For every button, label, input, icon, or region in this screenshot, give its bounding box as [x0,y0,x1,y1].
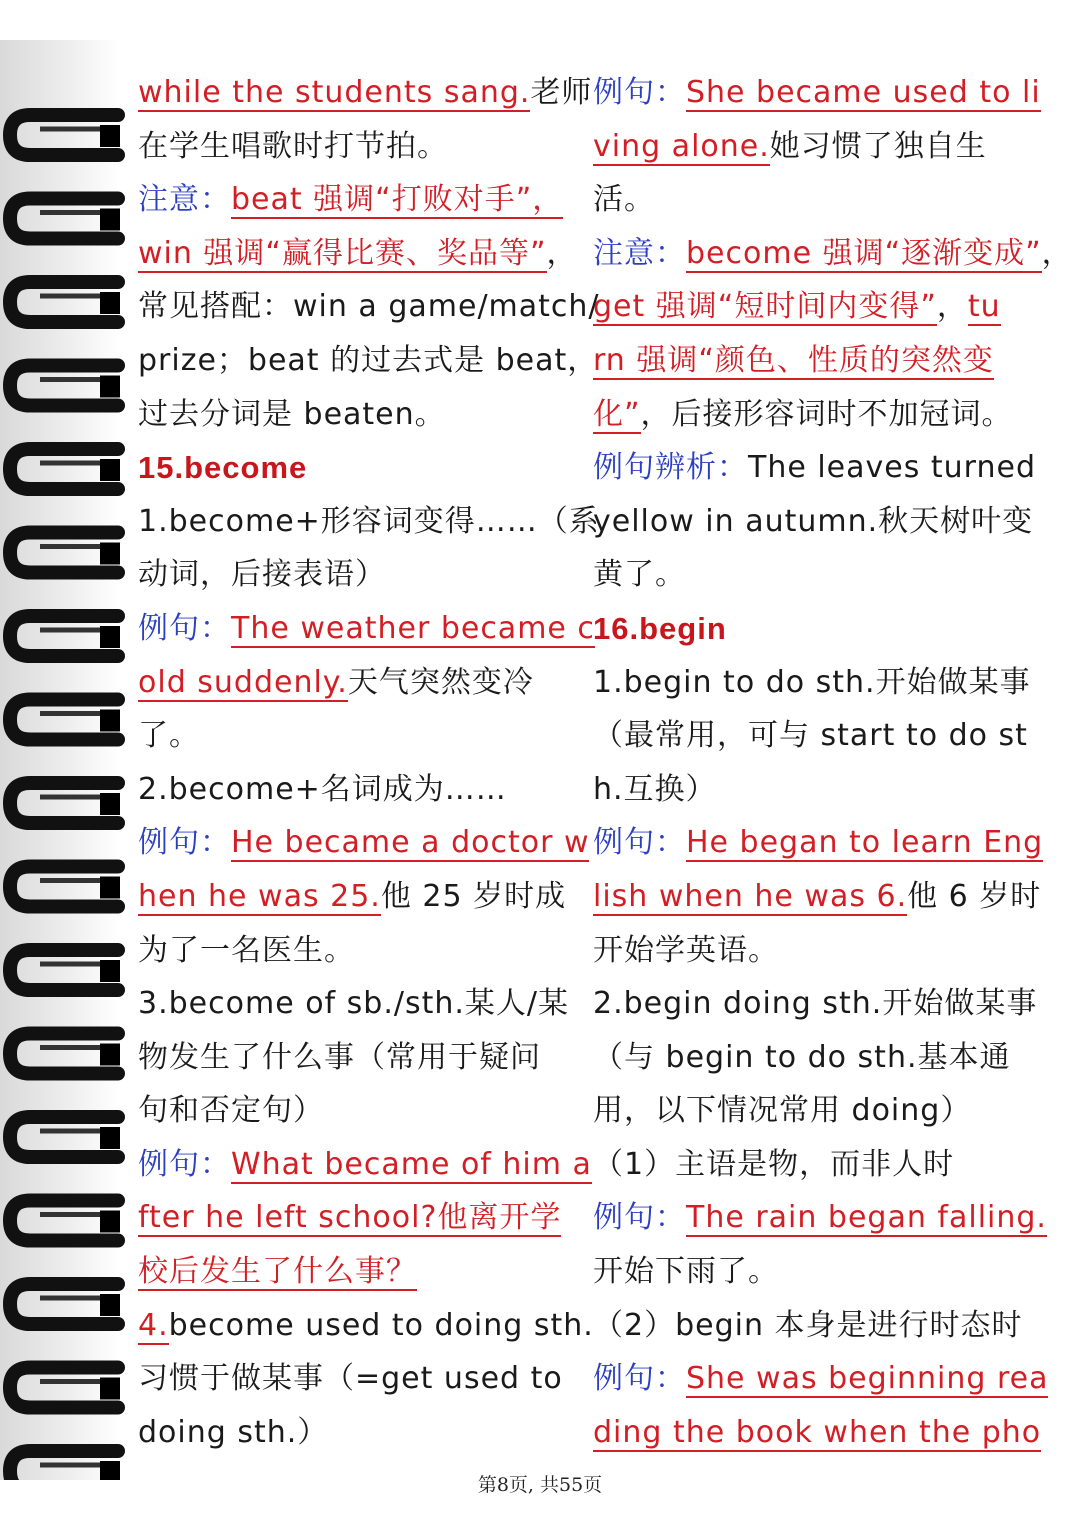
binding-ring [10,282,120,322]
binding-ring [10,950,120,990]
body-text: 习惯于做某事（=get used to [138,1361,563,1397]
text-line [138,1406,578,1460]
binding-ring [10,1201,120,1241]
label-text: 例句辨析： [593,450,748,486]
label-text: 例句： [138,1146,231,1182]
body-text: 为了一名医生。 [138,932,355,968]
text-line [138,120,578,174]
text-line [138,1031,578,1085]
body-text: （1）主语是物，而非人时 [593,1146,955,1182]
example-text: get 强调“短时间内变得” [593,289,937,325]
body-text: 老师 [530,75,593,110]
binding-ring [10,1284,120,1324]
text-line [138,816,590,870]
text-line [593,1406,1042,1460]
body-text: yellow in autumn.秋天树叶变 [593,503,1034,539]
body-text: doing sth.） [138,1414,329,1450]
body-text: ， [1041,235,1073,271]
binding-ring [10,115,120,155]
label-text: 例句： [593,1361,686,1397]
body-text: 2.begin doing sth.开始做某事 [593,986,1038,1022]
text-line [593,870,1042,924]
body-text: 3.become of sb./sth.某人/某 [138,986,570,1022]
text-line [138,280,600,334]
label-text: 注意： [138,182,231,218]
example-text: become 强调“逐渐变成” [686,235,1042,271]
text-line [593,280,1033,334]
body-text: prize；beat 的过去式是 beat， [138,342,599,378]
text-line [593,1031,1033,1085]
binding-ring [10,783,120,823]
text-line [138,709,578,763]
text-line [593,602,1033,656]
text-line [138,173,578,227]
body-text: 常见搭配：win a game/match/ [138,289,600,325]
text-line [138,1352,578,1406]
text-line [593,548,1033,602]
section-heading: 16.begin [593,610,727,646]
example-text: 化” [593,396,641,432]
example-text: He began to learn Eng [686,825,1044,861]
text-line [593,1138,1033,1192]
body-text: The leaves turned [748,450,1036,486]
example-text: 校后发生了什么事？ [138,1254,417,1290]
example-text: while the students sang. [138,75,531,110]
text-line [593,441,1036,495]
text-line [593,1084,1033,1138]
example-text: hen he was 25. [138,878,381,914]
text-line [593,656,1033,710]
body-text: 她习惯了独自生 [769,128,987,164]
label-text: 例句： [593,825,686,861]
body-text: （最常用，可与 start to do st [593,718,1028,754]
example-text: old suddenly. [138,664,348,700]
body-text: 了。 [138,718,200,754]
example-text: ding the book when the pho [593,1414,1042,1450]
body-text: 他 25 岁时成 [380,878,567,914]
text-line [593,816,1044,870]
text-line [138,548,578,602]
text-line [593,120,1033,174]
page-number: 第8页, 共55页 [477,1474,603,1496]
binding-ring [10,199,120,239]
body-text: （2）begin 本身是进行时态时 [593,1307,1023,1343]
binding-ring [10,867,120,907]
right-column [593,66,1073,1459]
text-line [593,1299,1033,1353]
body-text: 2.become+名词成为…… [138,771,507,807]
label-text: 注意： [593,235,686,271]
text-line [593,66,1041,120]
example-text: win 强调“赢得比赛、奖品等” [138,235,547,271]
binding-rings [0,40,125,1480]
binding-ring [10,533,120,573]
body-text: ， [546,235,578,271]
label-text: 例句： [593,75,686,110]
example-text: He became a doctor w [231,825,590,861]
text-line [138,66,593,120]
body-text: 动词，后接表语） [138,557,386,593]
example-text: 4. [138,1307,169,1343]
binding-ring [10,1368,120,1408]
body-text: 1.become+形容词变得……（系 [138,503,600,539]
text-line [138,441,578,495]
text-line [138,1084,578,1138]
example-text: The rain began falling. [686,1200,1047,1236]
text-line [593,495,1033,549]
text-line [138,1138,592,1192]
text-line [138,1245,578,1299]
text-line [138,602,595,656]
body-text: 物发生了什么事（常用于疑问 [138,1039,541,1075]
example-text: fter he left school?他离开学 [138,1200,562,1236]
text-line [593,1245,1033,1299]
text-line [138,334,599,388]
text-line [593,1191,1047,1245]
example-text: rn 强调“颜色、性质的突然变 [593,342,994,378]
binding-ring [10,700,120,740]
body-text: 开始学英语。 [593,932,779,968]
binding-ring [10,1034,120,1074]
example-text: lish when he was 6. [593,878,908,914]
text-line [593,334,1033,388]
left-column [138,66,600,1459]
binding-ring [10,449,120,489]
text-line [138,870,578,924]
text-line [138,227,578,281]
text-line [138,763,578,817]
binding-ring [10,1117,120,1157]
example-text: beat 强调“打败对手”， [231,182,564,218]
text-line [593,763,1033,817]
text-line [138,977,578,1031]
text-line [593,227,1073,281]
body-text: 他 6 岁时 [907,878,1042,914]
example-text: She was beginning rea [686,1361,1049,1397]
body-text: 用，以下情况常用 doing） [593,1093,972,1129]
text-line [138,388,578,442]
page-footer [0,1470,1080,1497]
body-text: ，后接形容词时不加冠词。 [640,396,1013,432]
example-text: She became used to li [686,75,1041,110]
body-text: 黄了。 [593,557,686,593]
text-line [593,388,1033,442]
body-text: ， [936,289,968,325]
body-text: 过去分词是 beaten。 [138,396,446,432]
label-text: 例句： [593,1200,686,1236]
body-text: （与 begin to do sth.基本通 [593,1039,1011,1075]
body-text: become used to doing sth. [168,1307,594,1343]
text-line [138,1191,578,1245]
example-text: tu [967,289,1001,325]
example-text: The weather became c [231,610,595,646]
text-line [593,709,1033,763]
body-text: 开始下雨了。 [593,1254,779,1290]
body-text: h.互换） [593,771,717,807]
body-text: 活。 [593,182,655,218]
binding-ring [10,366,120,406]
example-text: What became of him a [231,1146,592,1182]
binding-ring [10,616,120,656]
body-text: 在学生唱歌时打节拍。 [138,128,448,164]
text-line [593,977,1038,1031]
section-heading: 15.become [138,450,308,486]
example-text: ving alone. [593,128,770,164]
body-text: 1.begin to do sth.开始做某事 [593,664,1031,700]
text-line [138,1299,594,1353]
body-text: 句和否定句） [138,1093,324,1129]
text-line [138,656,578,710]
text-line [138,924,578,978]
text-line [593,924,1033,978]
text-line [138,495,600,549]
text-line [593,173,1033,227]
label-text: 例句： [138,610,231,646]
spiral-binding [0,40,125,1480]
text-line [593,1352,1049,1406]
body-text: 天气突然变冷 [347,664,534,700]
label-text: 例句： [138,825,231,861]
